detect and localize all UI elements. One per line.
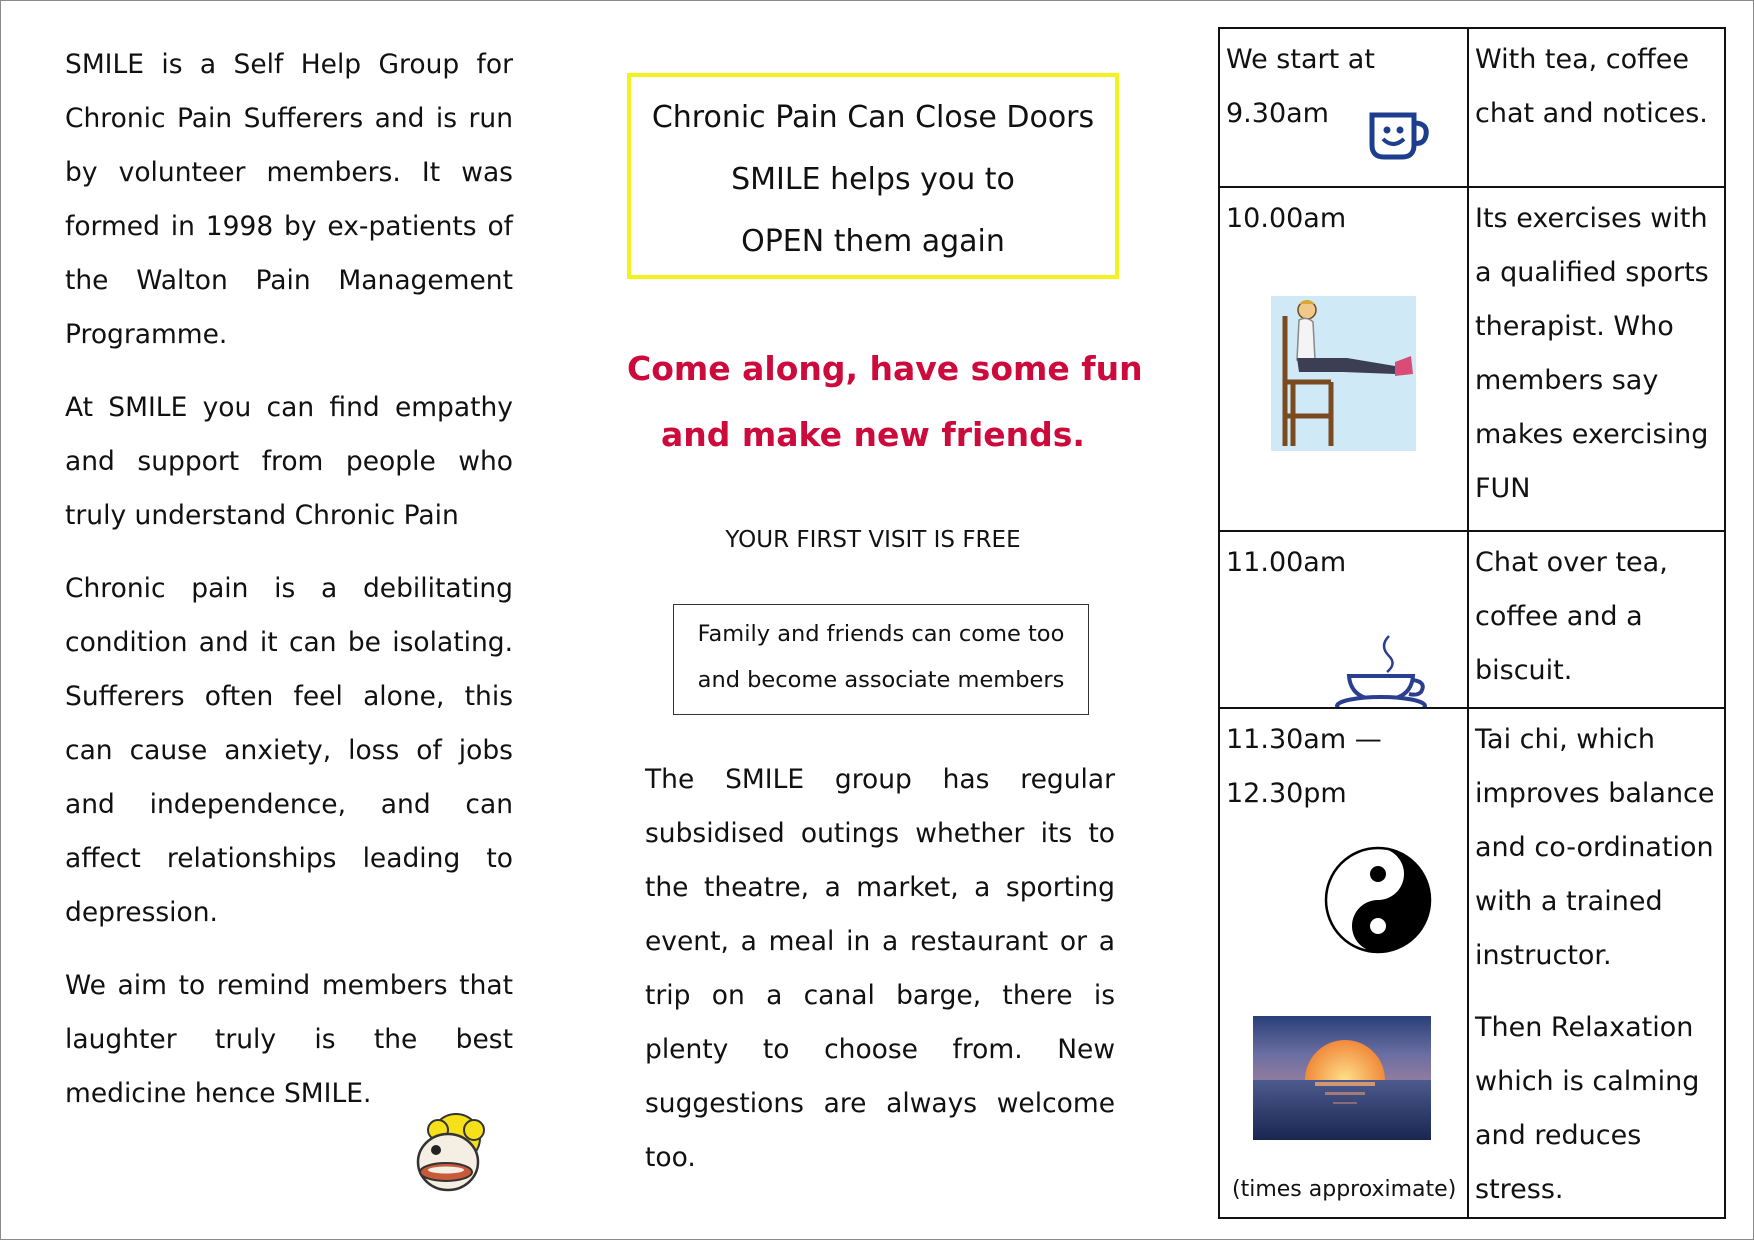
times-approximate-note: (times approximate) <box>1232 1177 1457 1202</box>
free-visit-notice: YOUR FIRST VISIT IS FREE <box>725 527 1021 553</box>
fun-slogan-line-1: Come along, have some fun <box>627 349 1143 388</box>
intro-column <box>65 38 513 1140</box>
sunset-image <box>1253 1016 1431 1140</box>
time-label: 11.30am — 12.30pm <box>1226 724 1382 809</box>
intro-paragraph-1: SMILE is a Self Help Group for Chronic Pain Sufferers and is run by volunteer members. It was formed in 1998 by ex-patients of the Walton Pain Management Programme. <box>65 49 513 350</box>
activity-cell <box>1468 708 1725 1218</box>
schedule-row <box>1219 708 1725 1218</box>
activity-text: Its exercises with a qualified sports therapist. Who members say makes exercising FUN <box>1475 203 1709 504</box>
teacup-icon <box>1333 632 1437 708</box>
time-cell <box>1219 28 1468 187</box>
schedule-row <box>1219 187 1725 531</box>
activity-text: With tea, coffee chat and notices. <box>1475 44 1708 129</box>
headline-line-3: OPEN them again <box>741 224 1005 259</box>
activity-text: Chat over tea, coffee and a biscuit. <box>1475 547 1668 686</box>
activity-text-relaxation: Then Relaxation which is calming and reduces stress. <box>1475 1012 1700 1205</box>
activity-cell <box>1468 531 1725 708</box>
fun-slogan-line-2: and make new friends. <box>661 415 1085 454</box>
time-cell <box>1219 708 1468 1218</box>
activity-cell <box>1468 187 1725 531</box>
intro-paragraph-2: At SMILE you can find empathy and support from people who truly understand Chronic Pain <box>65 392 513 531</box>
time-label: We start at 9.30am <box>1226 44 1375 129</box>
time-cell <box>1219 531 1468 708</box>
time-cell <box>1219 187 1468 531</box>
schedule-row <box>1219 28 1725 187</box>
activity-cell <box>1468 28 1725 187</box>
fun-slogan <box>627 336 1143 468</box>
family-line-2: and become associate members <box>697 667 1065 693</box>
schedule-table <box>1218 27 1726 1219</box>
headline-line-1: Chronic Pain Can Close Doors <box>651 100 1095 135</box>
intro-paragraph-4: We aim to remind members that laughter truly is the best medicine hence SMILE. <box>65 970 513 1109</box>
schedule-row <box>1219 531 1725 708</box>
family-box <box>673 604 1089 715</box>
outings-paragraph: The SMILE group has regular subsidised outings whether its to the theatre, a market, a sporting event, a meal in a restaurant or a trip on a canal barge, there is plenty to choose from. New suggestions are always welcome too. <box>645 764 1115 1173</box>
chair-exercise-image <box>1271 296 1416 451</box>
headline-box <box>627 73 1119 279</box>
yin-yang-icon <box>1323 845 1433 955</box>
intro-paragraph-3: Chronic pain is a debilitating condition and it can be isolating. Sufferers often feel alone, this can cause anxiety, loss of jobs and independence, and can affect relationships leading to depression. <box>65 573 513 928</box>
headline-line-2: SMILE helps you to <box>731 162 1015 197</box>
time-label: 10.00am <box>1226 203 1347 234</box>
mug-icon <box>1362 105 1432 161</box>
family-line-1: Family and friends can come too <box>697 621 1065 647</box>
time-label: 11.00am <box>1226 547 1347 578</box>
clown-face-icon <box>408 1110 494 1196</box>
activity-text: Tai chi, which improves balance and co-ordination with a trained instructor. <box>1475 724 1715 971</box>
